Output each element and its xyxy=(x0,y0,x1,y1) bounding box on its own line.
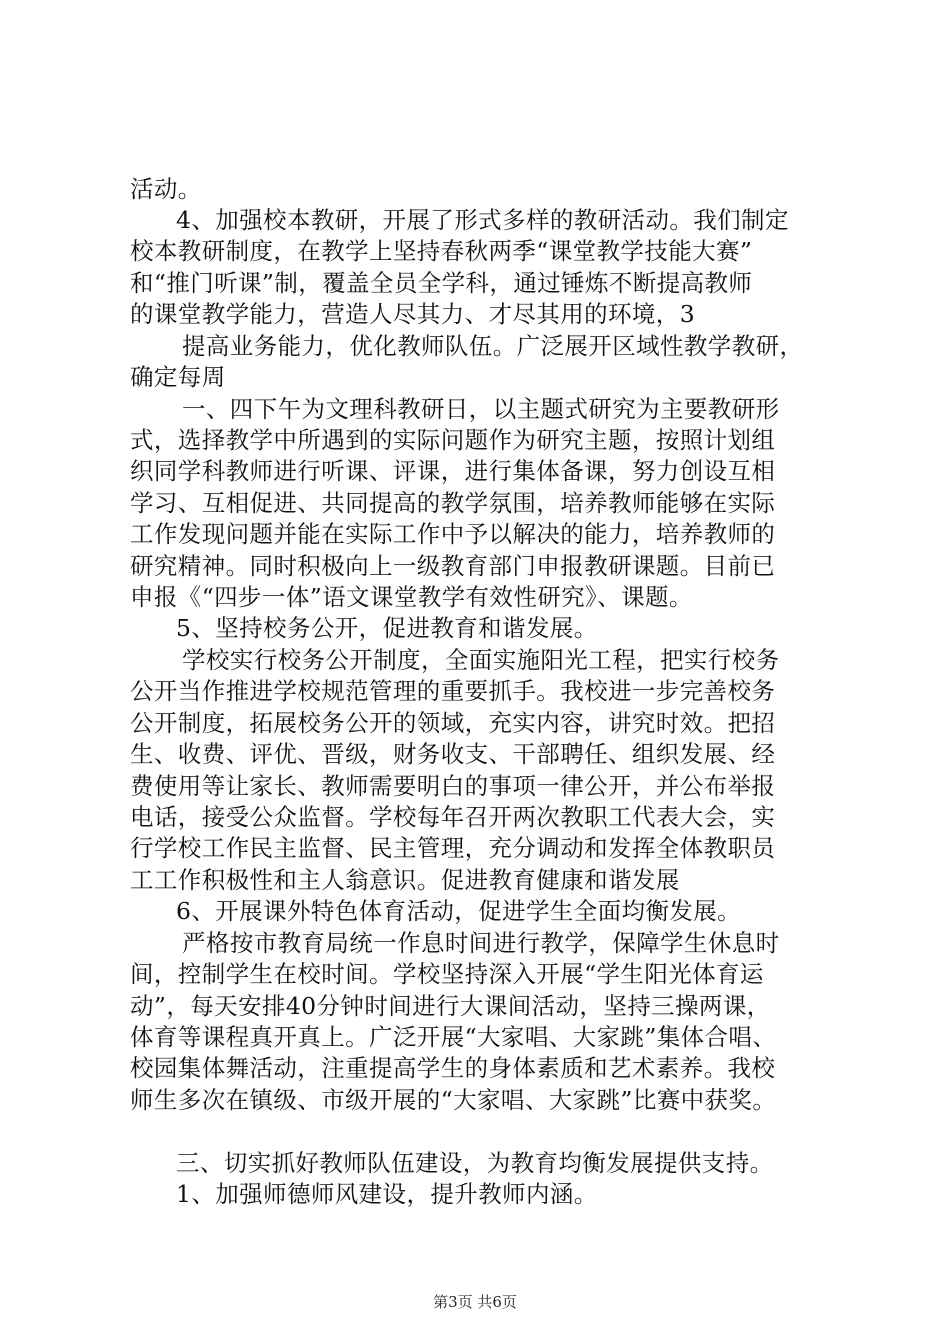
text-line: 工作发现问题并能在实际工作中予以解决的能力，培养教师的 xyxy=(130,520,776,548)
text-line: 确定每周 xyxy=(130,363,226,391)
text-line: 学习、互相促进、共同提高的教学氛围，培养教师能够在实际 xyxy=(130,489,776,517)
text-line: 行学校工作民主监督、民主管理，充分调动和发挥全体教职员 xyxy=(130,834,776,862)
text-line: 6、开展课外特色体育活动，促进学生全面均衡发展。 xyxy=(176,897,742,925)
text-line: 式，选择教学中所遇到的实际问题作为研究主题，按照计划组 xyxy=(130,426,776,454)
text-line: 4、加强校本教研，开展了形式多样的教研活动。我们制定 xyxy=(176,206,789,234)
text-line: 提高业务能力，优化教师队伍。广泛展开区域性教学教研， xyxy=(182,332,804,360)
text-line: 动”，每天安排40分钟时间进行大课间活动，坚持三操两课， xyxy=(130,992,771,1020)
text-line: 间，控制学生在校时间。学校坚持深入开展“学生阳光体育运 xyxy=(130,960,764,988)
text-line: 活动。 xyxy=(130,175,202,203)
text-line: 织同学科教师进行听课、评课，进行集体备课，努力创设互相 xyxy=(130,457,776,485)
text-line: 学校实行校务公开制度，全面实施阳光工程，把实行校务 xyxy=(182,646,780,674)
text-line: 公开当作推进学校规范管理的重要抓手。我校进一步完善校务 xyxy=(130,677,776,705)
text-line: 工工作积极性和主人翁意识。促进教育健康和谐发展 xyxy=(130,866,680,894)
text-line: 师生多次在镇级、市级开展的“大家唱、大家跳”比赛中获奖。 xyxy=(130,1086,777,1114)
text-line: 严格按市教育局统一作息时间进行教学，保障学生休息时 xyxy=(182,929,780,957)
text-line: 校本教研制度，在教学上坚持春秋两季“课堂教学技能大赛” xyxy=(130,237,753,265)
section-heading: 三、切实抓好教师队伍建设，为教育均衡发展提供支持。 xyxy=(176,1149,774,1177)
text-line: 1、加强师德师风建设，提升教师内涵。 xyxy=(176,1180,598,1208)
text-line: 申报《“四步一体”语文课堂教学有效性研究》、课题。 xyxy=(130,583,693,611)
text-line: 费使用等让家长、教师需要明白的事项一律公开，并公布举报 xyxy=(130,772,776,800)
text-line: 一、四下午为文理科教研日，以主题式研究为主要教研形 xyxy=(182,395,780,423)
text-line: 公开制度，拓展校务公开的领域，充实内容，讲究时效。把招 xyxy=(130,709,776,737)
text-line: 和“推门听课”制，覆盖全员全学科，通过锤炼不断提高教师 xyxy=(130,269,753,297)
text-line: 生、收费、评优、晋级，财务收支、干部聘任、组织发展、经 xyxy=(130,740,776,768)
text-line: 的课堂教学能力，营造人尽其力、才尽其用的环境，3 xyxy=(130,300,696,328)
text-line: 电话，接受公众监督。学校每年召开两次教职工代表大会，实 xyxy=(130,803,776,831)
text-line: 5、坚持校务公开，促进教育和谐发展。 xyxy=(176,614,598,642)
text-line: 校园集体舞活动，注重提高学生的身体素质和艺术素养。我校 xyxy=(130,1054,776,1082)
text-line: 体育等课程真开真上。广泛开展“大家唱、大家跳”集体合唱、 xyxy=(130,1023,777,1051)
page-number-footer: 第3页 共6页 xyxy=(433,1293,517,1311)
text-line: 研究精神。同时积极向上一级教育部门申报教研课题。目前已 xyxy=(130,552,776,580)
